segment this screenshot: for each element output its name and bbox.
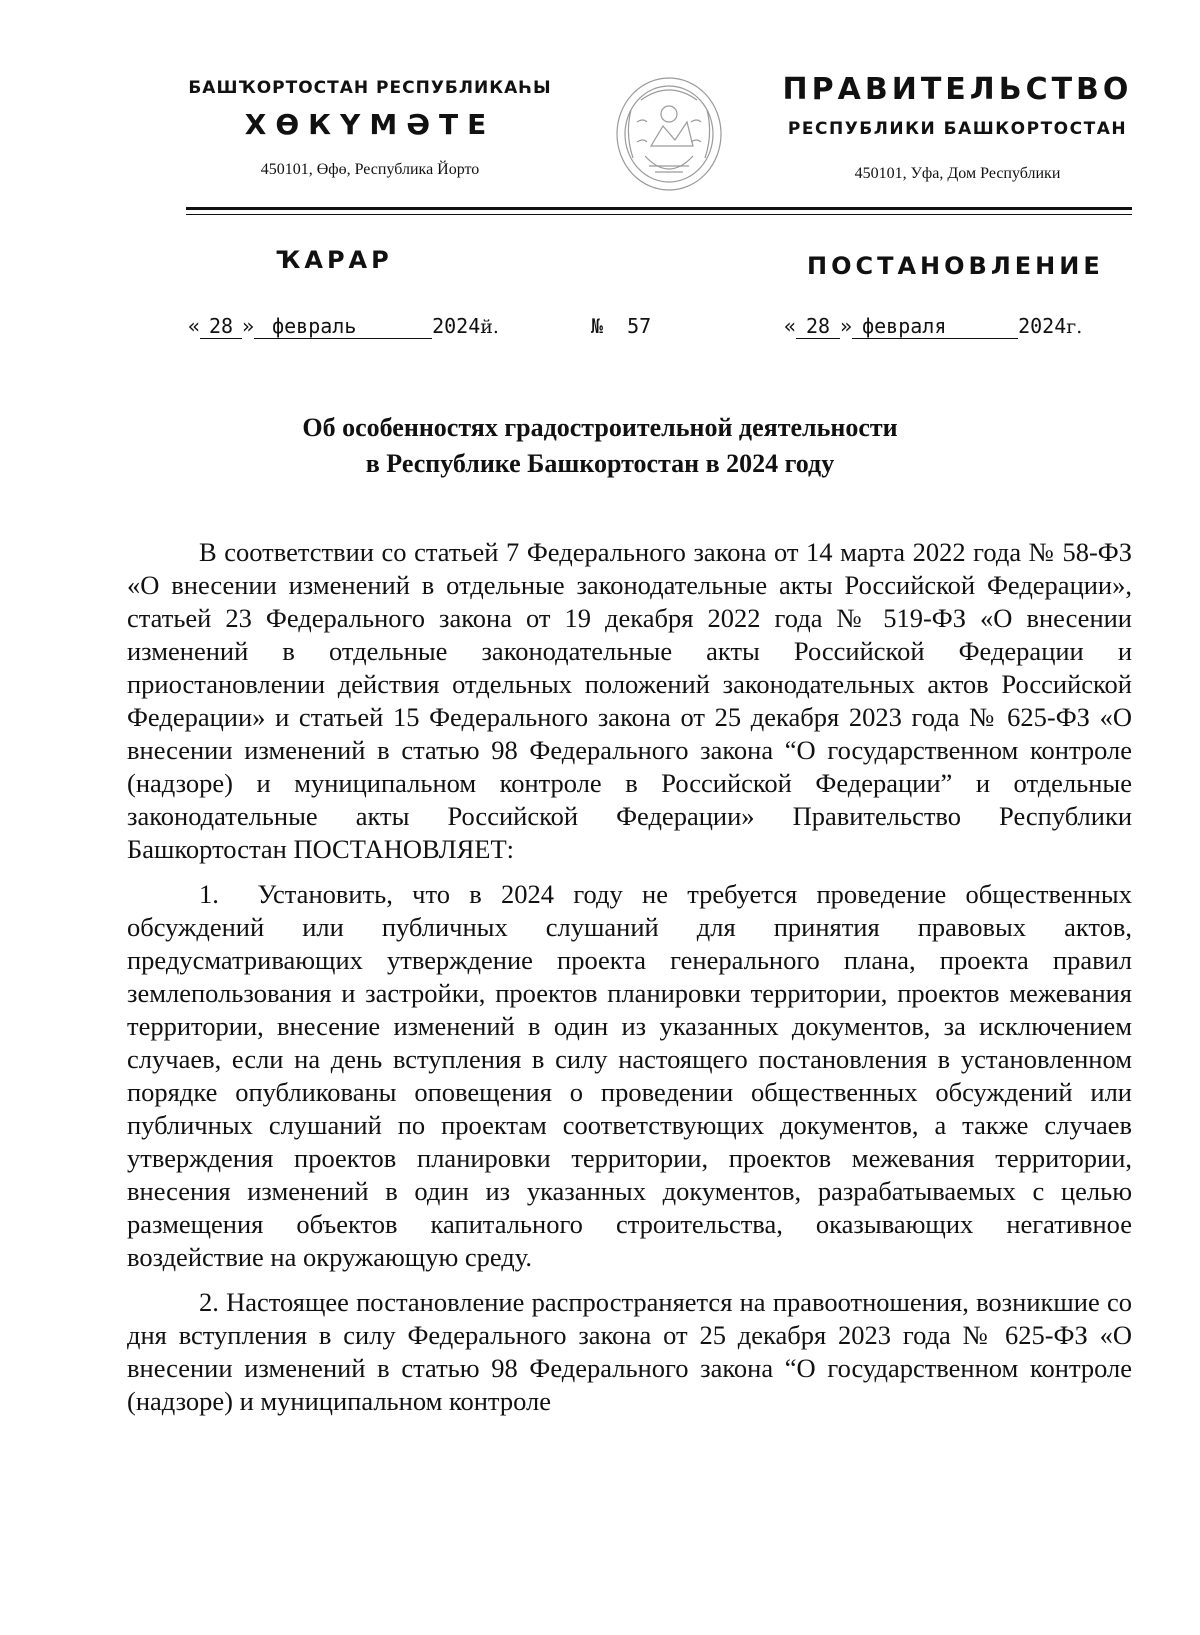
date-russian	[784, 314, 1082, 339]
preamble-paragraph: В соответствии со статьей 7 Федерального закона от 14 марта 2022 года № 58-ФЗ «О внесении изменений в отдельные законодательные акты Российской Федерации», статьей 23 Федерального закона от 19 декабря 2022 года № 519-ФЗ «О внесении изменений в отдельные законодательные акты Российской Федерации и приостановлении действия отдельных положений законодательных актов Российской Федерации» и статьей 15 Федерального закона от 25 декабря 2023 года № 625-ФЗ «О внесении изменений в статью 98 Федерального закона “О государственном контроле (надзоре) и муниципальном контроле в Российской Федерации” и отдельные законодательные акты Российской Федерации» Правительство Республики Башкортостан ПОСТАНОВЛЯЕТ:	[127, 537, 1132, 864]
number-sign: №	[591, 314, 604, 338]
date-left-day: 28	[200, 314, 242, 339]
document-body	[127, 536, 1132, 1418]
header-right-government: ПРАВИТЕЛЬСТВО	[782, 72, 1133, 107]
date-left-year: 2024	[432, 314, 481, 338]
date-left-month: февраль	[254, 314, 432, 339]
date-right-open-quote: «	[784, 314, 797, 338]
item-2-paragraph: 2. Настоящее постановление распространяется на правоотношения, возникшие со дня вступления в силу Федерального закона от 25 декабря 2023 года № 625-ФЗ «О внесении изменений в статью 98 Федерального закона “О государственном контроле (надзоре) и муниципальном контроле	[127, 1287, 1132, 1416]
date-right-day: 28	[796, 314, 840, 339]
doc-type-russian: ПОСТАНОВЛЕНИЕ	[807, 252, 1104, 280]
date-left-open-quote: «	[188, 314, 201, 338]
bashkortostan-coat-of-arms-icon	[611, 70, 727, 194]
date-bashkir	[188, 314, 499, 339]
title-line-2: в Республике Башкортостан в 2024 году	[365, 449, 835, 478]
header-left-republic: БАШҠОРТОСТАН РЕСПУБЛИКАҺЫ	[188, 78, 552, 98]
document-title	[0, 410, 1200, 482]
header-right-address: 450101, Уфа, Дом Республики	[854, 165, 1061, 182]
date-right-month: февраля	[852, 314, 1018, 339]
header-divider-thick	[186, 207, 1132, 210]
item-1-paragraph: 1. Установить, что в 2024 году не требуется проведение общественных обсуждений или публичных слушаний для принятия правовых актов, предусматривающих утверждение проекта генерального плана, проекта правил землепользования и застройки, проектов планировки территории, проектов межевания территории, внесение изменений в один из указанных документов, за исключением случаев, если на день вступления в силу настоящего постановления в установленном порядке опубликованы оповещения о проведении общественных обсуждений или публичных слушаний по проектам соответствующих документов, а также случаев утверждения проектов планировки территории, проектов межевания территории, внесения изменений в один из указанных документов, разрабатываемых с целью размещения объектов капитального строительства, оказывающих негативное воздействие на окружающую среду.	[127, 879, 1132, 1272]
doc-type-bashkir: ҠАРАР	[276, 246, 393, 274]
document-number	[591, 314, 651, 338]
date-left-suffix: й.	[480, 316, 499, 338]
number-value: 57	[627, 314, 652, 338]
date-right-close-quote: »	[840, 314, 853, 338]
header-right-russian	[770, 72, 1145, 183]
date-left-close-quote: »	[242, 314, 255, 338]
header-divider-thin	[186, 214, 1132, 215]
header-left-bashkir	[170, 78, 570, 179]
date-right-suffix: г.	[1066, 316, 1083, 338]
header-left-address: 450101, Өфө, Республика Йорто	[260, 161, 480, 178]
title-line-1: Об особенностях градостроительной деятельности	[302, 413, 898, 442]
date-right-year: 2024	[1018, 314, 1067, 338]
header-left-government: ХӨКҮМӘТЕ	[244, 108, 496, 141]
header-right-republic: РЕСПУБЛИКИ БАШКОРТОСТАН	[787, 119, 1128, 139]
